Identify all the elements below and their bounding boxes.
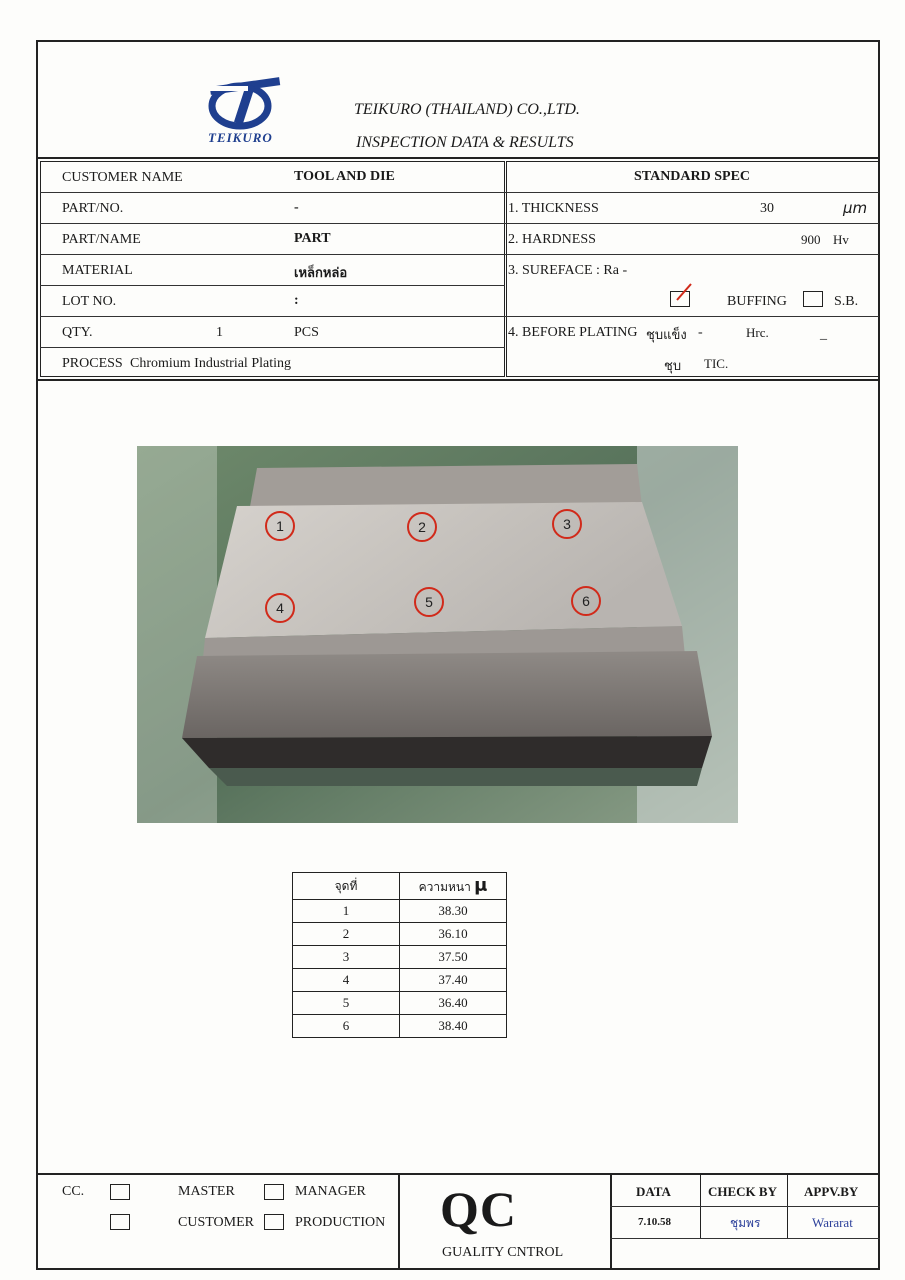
material-value: เหล็กหล่อ	[294, 266, 348, 281]
point-header-text: จุดที่	[334, 878, 358, 893]
appv-by-value: Wararat	[812, 1215, 853, 1230]
thickness-header	[400, 873, 507, 900]
thickness-unit: μm	[843, 199, 868, 217]
process-value: Chromium Industrial Plating	[130, 356, 291, 371]
point-cell: 5	[293, 992, 400, 1015]
cc-label: CC.	[62, 1184, 85, 1199]
hrc-blank: _	[820, 327, 827, 342]
thickness-cell: 38.40	[400, 1015, 507, 1038]
thickness-cell: 38.30	[400, 900, 507, 923]
qty-label: QTY.	[62, 325, 93, 340]
production-label: PRODUCTION	[295, 1215, 386, 1230]
table-header-row	[293, 873, 507, 900]
material-label: MATERIAL	[62, 263, 133, 278]
point-marker-6: 6	[571, 586, 601, 616]
check-mark-icon	[669, 280, 699, 306]
table-row	[293, 900, 507, 923]
part-name-label: PART/NAME	[62, 232, 141, 247]
hardness-value: 900	[801, 232, 821, 247]
production-checkbox[interactable]	[264, 1214, 284, 1230]
check-by-value: ชุมพร	[730, 1216, 761, 1230]
thickness-cell: 37.50	[400, 946, 507, 969]
footer-row-line	[610, 1238, 880, 1239]
company-name: TEIKURO (THAILAND) CO.,LTD.	[354, 101, 580, 118]
part-photo-image	[137, 446, 738, 823]
thickness-label: 1. THICKNESS	[508, 201, 599, 216]
point-cell: 1	[293, 900, 400, 923]
body-divider	[36, 379, 880, 381]
master-checkbox[interactable]	[110, 1184, 130, 1200]
thickness-header-text: ความหนา	[418, 880, 471, 894]
qc-stamp: QC	[440, 1181, 517, 1237]
sb-checkbox[interactable]	[803, 291, 823, 307]
header-divider	[36, 157, 880, 159]
footer-divider-v1	[398, 1173, 400, 1270]
point-header	[293, 873, 400, 900]
process-label: PROCESS	[62, 356, 123, 371]
teikuro-logo	[200, 74, 290, 146]
footer-divider-v2	[610, 1173, 612, 1270]
tic-thai: ชุบ	[664, 359, 682, 374]
point-marker-2: 2	[407, 512, 437, 542]
customer-checkbox[interactable]	[110, 1214, 130, 1230]
qc-caption: GUALITY CNTROL	[442, 1245, 564, 1260]
tic-label: TIC.	[704, 356, 729, 371]
table-row	[293, 923, 507, 946]
manager-label: MANAGER	[295, 1184, 366, 1199]
thickness-cell: 36.10	[400, 923, 507, 946]
table-row	[293, 1015, 507, 1038]
footer-divider	[36, 1173, 880, 1175]
point-marker-3: 3	[552, 509, 582, 539]
hrc-label: Hrc.	[746, 325, 769, 340]
date-value: 7.10.58	[638, 1216, 671, 1228]
part-no-value: -	[294, 200, 299, 215]
table-row	[293, 946, 507, 969]
part-name-value: PART	[294, 231, 331, 246]
part-no-label: PART/NO.	[62, 201, 124, 216]
thickness-cell: 36.40	[400, 992, 507, 1015]
before-plating-label: 4. BEFORE PLATING	[508, 325, 638, 340]
surface-label: 3. SUREFACE : Ra -	[508, 263, 628, 278]
standard-spec-title: STANDARD SPEC	[634, 169, 751, 184]
buffing-checkbox[interactable]	[670, 291, 690, 307]
hardness-unit: Hv	[833, 232, 849, 247]
table-row	[293, 992, 507, 1015]
row-line	[40, 285, 505, 286]
hardness-label: 2. HARDNESS	[508, 232, 596, 247]
before-plating-dash: -	[698, 325, 703, 340]
master-label: MASTER	[178, 1184, 235, 1199]
point-cell: 2	[293, 923, 400, 946]
lot-no-label: LOT NO.	[62, 294, 117, 309]
before-plating-thai: ชุบแข็ง	[646, 328, 687, 343]
qty-unit: PCS	[294, 325, 319, 340]
point-cell: 4	[293, 969, 400, 992]
row-line	[40, 223, 879, 224]
thickness-value: 30	[760, 201, 774, 216]
thickness-header-unit: μ	[474, 875, 488, 896]
check-by-header: CHECK BY	[708, 1184, 777, 1199]
customer-name-label: CUSTOMER NAME	[62, 170, 183, 185]
footer-row-line	[610, 1206, 880, 1207]
row-line	[40, 192, 879, 193]
logo-text: TEIKURO	[208, 130, 273, 145]
date-header: DATA	[636, 1184, 671, 1199]
table-row	[293, 969, 507, 992]
part-photo	[137, 446, 738, 823]
row-line	[40, 347, 505, 348]
point-marker-4: 4	[265, 593, 295, 623]
teikuro-logo-icon	[200, 74, 290, 134]
report-title: INSPECTION DATA & RESULTS	[356, 134, 574, 151]
point-cell: 3	[293, 946, 400, 969]
buffing-label: BUFFING	[727, 294, 787, 309]
row-line	[40, 316, 879, 317]
point-cell: 6	[293, 1015, 400, 1038]
thickness-cell: 37.40	[400, 969, 507, 992]
point-marker-5: 5	[414, 587, 444, 617]
customer-label: CUSTOMER	[178, 1215, 254, 1230]
customer-name-value: TOOL AND DIE	[294, 169, 395, 184]
sb-label: S.B.	[834, 294, 859, 309]
qty-value: 1	[216, 325, 223, 340]
row-line	[40, 254, 879, 255]
point-marker-1: 1	[265, 511, 295, 541]
manager-checkbox[interactable]	[264, 1184, 284, 1200]
thickness-table	[292, 872, 507, 1038]
lot-no-value: :	[294, 293, 299, 308]
appv-by-header: APPV.BY	[804, 1184, 859, 1199]
